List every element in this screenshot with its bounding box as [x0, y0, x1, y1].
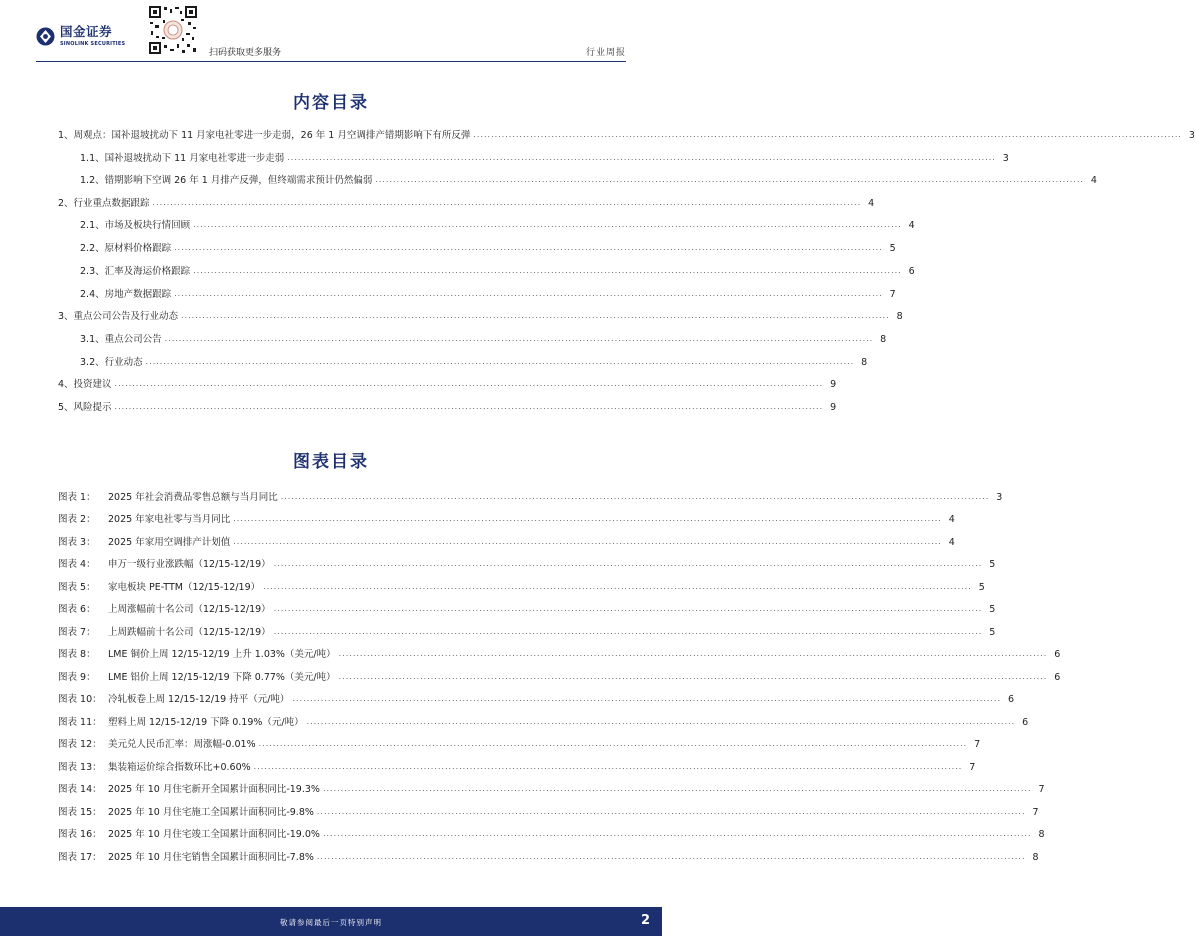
dot-leader: ........................................................................................................................................................................................................ — [174, 289, 883, 298]
figure-entry-12[interactable] — [58, 736, 981, 750]
figure-page: 6 — [1022, 717, 1029, 728]
figure-prefix: 图表 5： — [58, 582, 96, 593]
dot-leader: ........................................................................................................................................................................................................ — [114, 402, 824, 411]
figure-prefix: 图表 2： — [58, 514, 96, 525]
dot-leader: ........................................................................................................................................................................................................ — [233, 537, 942, 546]
figure-label: 2025 年家用空调排产计划值 — [108, 537, 231, 548]
figure-prefix: 图表 8： — [58, 649, 96, 660]
toc-page: 6 — [908, 266, 915, 277]
figure-page: 6 — [1054, 649, 1061, 660]
figure-entry-11[interactable] — [58, 714, 1029, 728]
figure-label: 美元兑人民币汇率：周涨幅-0.01% — [108, 739, 256, 750]
figure-page: 7 — [969, 762, 976, 773]
toc-entry-3[interactable] — [58, 308, 903, 322]
dot-leader: ........................................................................................................................................................................................................ — [273, 604, 983, 613]
dot-leader: ........................................................................................................................................................................................................ — [174, 243, 883, 252]
dot-leader: ........................................................................................................................................................................................................ — [273, 559, 983, 568]
dot-leader: ........................................................................................................................................................................................................ — [473, 130, 1182, 139]
figure-label: 2025 年 10 月住宅施工全国累计面积同比-9.8% — [108, 807, 314, 818]
figure-prefix: 图表 7： — [58, 627, 96, 638]
figure-page: 5 — [989, 604, 996, 615]
figure-entry-6[interactable] — [58, 601, 996, 615]
figure-entry-2[interactable] — [58, 511, 955, 525]
dot-leader: ........................................................................................................................................................................................................ — [114, 379, 824, 388]
figure-label: 2025 年 10 月住宅新开全国累计面积同比-19.3% — [108, 784, 320, 795]
figure-label: LME 铝价上周 12/15-12/19 下降 0.77%（美元/吨） — [108, 672, 336, 683]
figure-prefix: 图表 9： — [58, 672, 96, 683]
dot-leader: ........................................................................................................................................................................................................ — [280, 492, 990, 501]
figure-entry-3[interactable] — [58, 534, 955, 548]
toc-label: 3、重点公司公告及行业动态 — [58, 311, 179, 322]
qr-code-icon[interactable] — [148, 5, 198, 55]
figure-label: 2025 年家电社零与当月同比 — [108, 514, 231, 525]
toc-entry-1-2[interactable] — [80, 172, 1097, 186]
dot-leader: ........................................................................................................................................................................................................ — [152, 198, 862, 207]
contents-title: 内容目录 — [293, 93, 369, 113]
figure-prefix: 图表 3： — [58, 537, 96, 548]
figure-page: 8 — [1032, 852, 1039, 863]
dot-leader: ........................................................................................................................................................................................................ — [193, 266, 902, 275]
toc-label: 1.1、国补退坡扰动下 11 月家电社零进一步走弱 — [80, 153, 285, 164]
toc-label: 1.2、错期影响下空调 26 年 1 月排产反弹，但终端需求预计仍然偏弱 — [80, 175, 373, 186]
toc-entry-2-4[interactable] — [80, 286, 896, 300]
dot-leader: ........................................................................................................................................................................................................ — [316, 807, 1026, 816]
figure-prefix: 图表 14： — [58, 784, 102, 795]
toc-page: 4 — [868, 198, 875, 209]
logo-name-en: SINOLINK SECURITIES — [60, 40, 126, 47]
figure-prefix: 图表 17： — [58, 852, 102, 863]
dot-leader: ........................................................................................................................................................................................................ — [316, 852, 1026, 861]
figure-prefix: 图表 16： — [58, 829, 102, 840]
logo-name-cn: 国金证券 — [60, 24, 113, 39]
figure-label: 塑料上周 12/15-12/19 下降 0.19%（元/吨） — [108, 717, 304, 728]
figure-entry-16[interactable] — [58, 826, 1045, 840]
figure-prefix: 图表 13： — [58, 762, 102, 773]
dot-leader: ........................................................................................................................................................................................................ — [258, 739, 968, 748]
dot-leader: ........................................................................................................................................................................................................ — [164, 334, 874, 343]
figure-page: 7 — [1038, 784, 1045, 795]
dot-leader: ........................................................................................................................................................................................................ — [253, 762, 963, 771]
figure-label: 上周跌幅前十名公司（12/15-12/19） — [108, 627, 271, 638]
figure-entry-5[interactable] — [58, 579, 985, 593]
dot-leader: ........................................................................................................................................................................................................ — [181, 311, 890, 320]
dot-leader: ........................................................................................................................................................................................................ — [145, 357, 855, 366]
toc-page: 3 — [1002, 153, 1009, 164]
figure-page: 5 — [989, 559, 996, 570]
figure-entry-10[interactable] — [58, 691, 1015, 705]
toc-entry-2[interactable] — [58, 195, 875, 209]
figure-prefix: 图表 6： — [58, 604, 96, 615]
figure-label: 申万一级行业涨跌幅（12/15-12/19） — [108, 559, 271, 570]
figure-entry-4[interactable] — [58, 556, 996, 570]
figure-page: 5 — [989, 627, 996, 638]
toc-entry-5[interactable] — [58, 399, 837, 413]
toc-page: 5 — [889, 243, 896, 254]
dot-leader: ........................................................................................................................................................................................................ — [193, 220, 902, 229]
figure-entry-8[interactable] — [58, 646, 1061, 660]
figure-label: 冷轧板卷上周 12/15-12/19 持平（元/吨） — [108, 694, 290, 705]
toc-page: 9 — [830, 402, 837, 413]
toc-entry-3-1[interactable] — [80, 331, 887, 345]
figure-page: 6 — [1054, 672, 1061, 683]
footer-disclaimer: 敬请参阅最后一页特别声明 — [280, 918, 382, 927]
toc-label: 2.4、房地产数据跟踪 — [80, 289, 172, 300]
toc-label: 2.1、市场及板块行情回顾 — [80, 220, 191, 231]
logo-mark-icon — [36, 27, 55, 46]
figure-page: 7 — [974, 739, 981, 750]
qr-caption: 扫码获取更多服务 — [209, 48, 282, 58]
dot-leader: ........................................................................................................................................................................................................ — [338, 649, 1048, 658]
figure-entry-1[interactable] — [58, 489, 1003, 503]
dot-leader: ........................................................................................................................................................................................................ — [263, 582, 972, 591]
toc-entry-2-3[interactable] — [80, 263, 915, 277]
header-divider — [36, 61, 626, 62]
figure-label: 2025 年社会消费品零售总额与当月同比 — [108, 492, 278, 503]
figure-entry-9[interactable] — [58, 669, 1061, 683]
dot-leader: ........................................................................................................................................................................................................ — [273, 627, 983, 636]
figure-entry-7[interactable] — [58, 624, 996, 638]
toc-label: 4、投资建议 — [58, 379, 112, 390]
figure-label: 家电板块 PE-TTM（12/15-12/19） — [108, 582, 261, 593]
page-footer — [0, 907, 662, 936]
toc-label: 2.3、汇率及海运价格跟踪 — [80, 266, 191, 277]
toc-label: 3.2、行业动态 — [80, 357, 143, 368]
figures-title: 图表目录 — [293, 452, 369, 472]
report-type-label: 行业周报 — [585, 48, 626, 58]
toc-page: 8 — [861, 357, 868, 368]
page-header — [0, 0, 662, 64]
figure-page: 3 — [996, 492, 1003, 503]
toc-label: 1、周观点：国补退坡扰动下 11 月家电社零进一步走弱，26 年 1 月空调排产错期影响下有所反弹 — [58, 130, 471, 141]
figure-prefix: 图表 11： — [58, 717, 102, 728]
figure-prefix: 图表 4： — [58, 559, 96, 570]
figure-label: 2025 年 10 月住宅竣工全国累计面积同比-19.0% — [108, 829, 320, 840]
dot-leader: ........................................................................................................................................................................................................ — [322, 829, 1032, 838]
figure-prefix: 图表 12： — [58, 739, 102, 750]
dot-leader: ........................................................................................................................................................................................................ — [287, 153, 996, 162]
figure-page: 7 — [1032, 807, 1039, 818]
toc-label: 3.1、重点公司公告 — [80, 334, 162, 345]
figure-label: 2025 年 10 月住宅销售全国累计面积同比-7.8% — [108, 852, 314, 863]
figure-entry-14[interactable] — [58, 781, 1045, 795]
dot-leader: ........................................................................................................................................................................................................ — [338, 672, 1048, 681]
toc-page: 3 — [1188, 130, 1195, 141]
toc-page: 8 — [880, 334, 887, 345]
toc-entry-2-2[interactable] — [80, 240, 896, 254]
footer-page-number: 2 — [640, 913, 650, 928]
toc-page: 7 — [889, 289, 896, 300]
figure-entry-13[interactable] — [58, 759, 976, 773]
dot-leader: ........................................................................................................................................................................................................ — [233, 514, 942, 523]
figure-page: 6 — [1007, 694, 1015, 705]
figure-page: 8 — [1038, 829, 1045, 840]
figure-prefix: 图表 10： — [58, 694, 102, 705]
toc-page: 4 — [908, 220, 915, 231]
toc-label: 5、风险提示 — [58, 402, 112, 413]
figure-prefix: 图表 15： — [58, 807, 102, 818]
toc-entry-3-2[interactable] — [80, 354, 868, 368]
dot-leader: ........................................................................................................................................................................................................ — [306, 717, 1016, 726]
toc-page: 9 — [830, 379, 837, 390]
dot-leader: ........................................................................................................................................................................................................ — [292, 694, 1002, 703]
company-logo — [36, 26, 125, 47]
dot-leader: ........................................................................................................................................................................................................ — [375, 175, 1084, 184]
toc-label: 2、行业重点数据跟踪 — [58, 198, 150, 209]
figure-label: 集装箱运价综合指数环比+0.60% — [108, 762, 251, 773]
figure-entry-17[interactable] — [58, 849, 1039, 863]
figure-entry-15[interactable] — [58, 804, 1039, 818]
toc-page: 4 — [1090, 175, 1097, 186]
dot-leader: ........................................................................................................................................................................................................ — [322, 784, 1032, 793]
toc-entry-2-1[interactable] — [80, 217, 915, 231]
figure-page: 4 — [948, 514, 955, 525]
figure-page: 5 — [978, 582, 985, 593]
figure-label: 上周涨幅前十名公司（12/15-12/19） — [108, 604, 271, 615]
figure-label: LME 铜价上周 12/15-12/19 上升 1.03%（美元/吨） — [108, 649, 336, 660]
toc-entry-4[interactable] — [58, 376, 837, 390]
toc-entry-1-1[interactable] — [80, 150, 1009, 164]
figure-prefix: 图表 1： — [58, 492, 96, 503]
figure-page: 4 — [948, 537, 955, 548]
toc-page: 8 — [896, 311, 903, 322]
toc-label: 2.2、原材料价格跟踪 — [80, 243, 172, 254]
toc-entry-1[interactable] — [58, 127, 1195, 141]
